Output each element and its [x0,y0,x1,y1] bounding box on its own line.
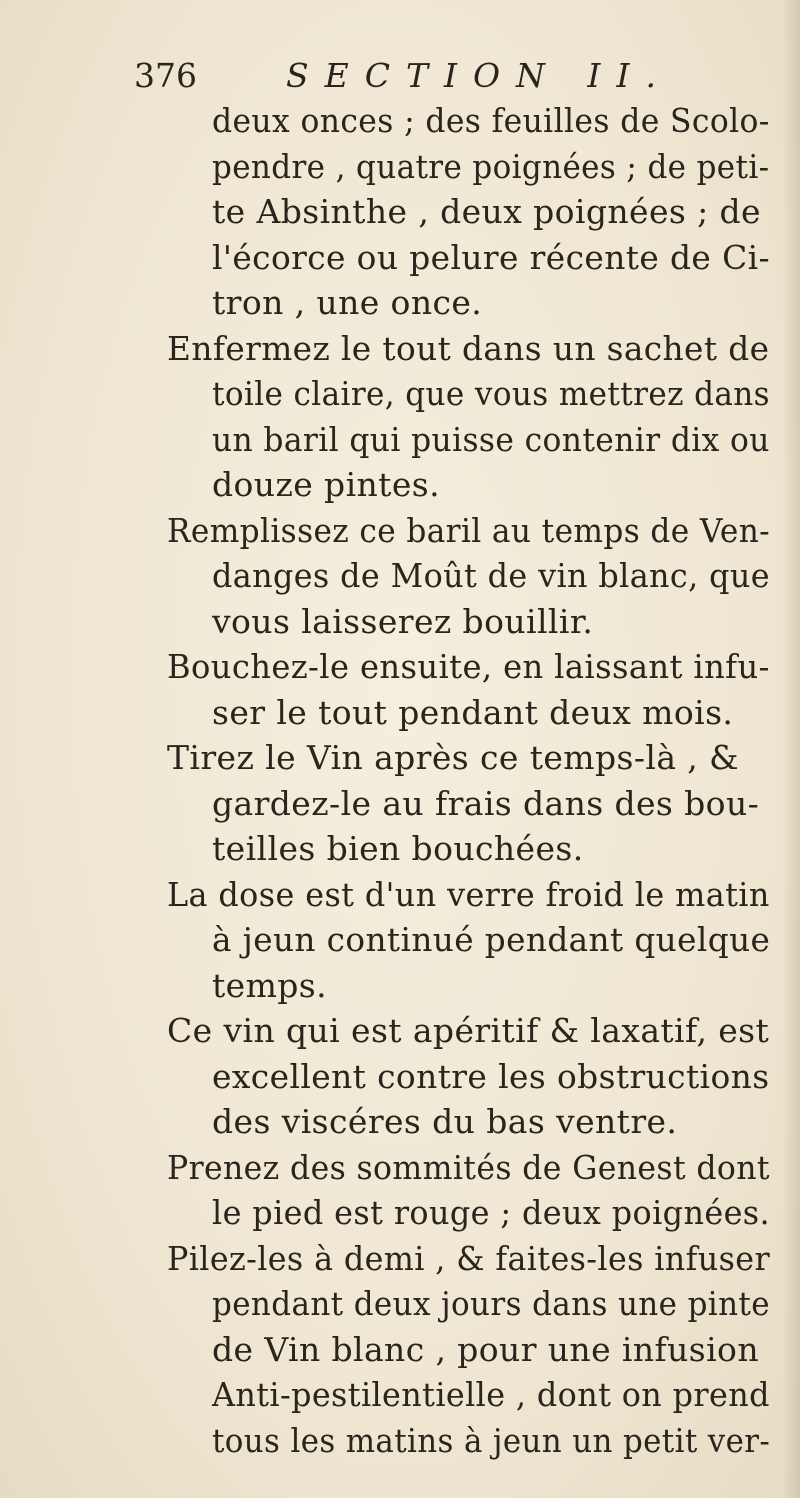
text-line: teilles bien bouchées. [212,829,584,868]
text-line: Enfermez le tout dans un sachet de [167,329,770,368]
text-line: danges de Moût de vin blanc, que [212,556,770,595]
text-line: Anti-pestilentielle , dont on prend [212,1375,770,1414]
text-line: excellent contre les obstructions [212,1057,770,1096]
text-line: deux onces ; des feuilles de Scolo- [212,101,770,140]
text-line: à jeun continué pendant quelque [212,920,771,959]
text-line: Bouchez-le ensuite, en laissant infu- [167,647,770,686]
text-line: pendre , quatre poignées ; de peti- [212,147,770,186]
text-line: pendant deux jours dans une pinte [212,1284,770,1323]
text-line: vous laisserez bouillir. [212,602,594,641]
text-line: l'écorce ou pelure récente de Ci- [212,238,770,277]
text-line: Remplissez ce baril au temps de Ven- [167,511,771,550]
text-line: toile claire, que vous mettrez dans [212,374,770,413]
text-line: gardez-le au frais dans des bou- [212,784,760,823]
page-number: 376 [134,56,197,95]
page-header [134,52,694,100]
section-title: SECTION II. [286,56,672,95]
page-edge-shadow [782,0,800,1498]
text-line: des viscéres du bas ventre. [212,1102,678,1141]
text-line: tron , une once. [212,283,483,322]
text-line: Pilez-les à demi , & faites-les infuser [167,1239,771,1278]
text-line: tous les matins à jeun un petit ver- [212,1421,771,1460]
text-line: Tirez le Vin après ce temps-là , & [167,738,739,777]
text-line: ser le tout pendant deux mois. [212,693,734,732]
text-line: La dose est d'un verre froid le matin [167,875,770,914]
text-line: douze pintes. [212,465,440,504]
text-line: te Absinthe , deux poignées ; de [212,192,761,231]
text-line: Prenez des sommités de Genest dont [167,1148,770,1187]
text-line: Ce vin qui est apéritif & laxatif, est [167,1011,770,1050]
text-line: temps. [212,966,328,1005]
text-line: un baril qui puisse contenir dix ou [212,420,770,459]
text-line: le pied est rouge ; deux poignées. [212,1193,771,1232]
text-line: de Vin blanc , pour une infusion [212,1330,759,1369]
